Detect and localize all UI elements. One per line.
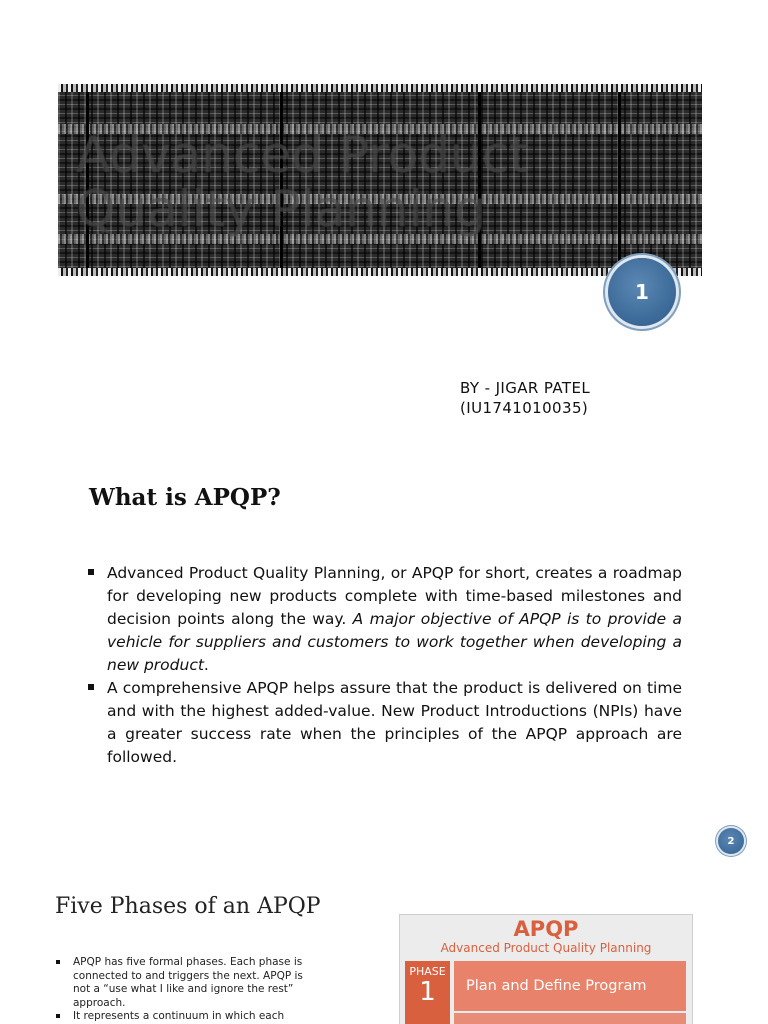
author-name: BY - JIGAR PATEL (460, 379, 591, 397)
bullet-list (88, 562, 682, 769)
next-phase-bar (454, 1013, 686, 1024)
slide-title-line-2: Quality Planning (76, 180, 486, 238)
apqp-phase-graphic (399, 914, 693, 1024)
author-id: (IU1741010035) (460, 399, 589, 417)
bullet-text: A comprehensive APQP helps assure that the product is delivered on time and with the highest added-value. New Product Introductions (NPIs) have a greater success rate when the principles of the APQP approach are followed. (107, 679, 682, 766)
bullet-item (88, 677, 682, 769)
phase-number: 1 (419, 977, 436, 1007)
slide-1 (0, 0, 768, 460)
bullet-item (88, 562, 682, 677)
page-number-badge: 1 (608, 258, 676, 326)
slide-title-line-1: Advanced Product (76, 126, 529, 184)
slide-title: Five Phases of an APQP (55, 894, 321, 919)
banner-border-top (58, 84, 702, 92)
bullet-list (56, 956, 314, 1024)
bullet-item: It represents a continuum in which each (56, 1010, 314, 1024)
phase-name-bar (454, 961, 686, 1011)
bullet-end-punct: . (203, 656, 209, 674)
graphic-subtitle: Advanced Product Quality Planning (440, 941, 652, 955)
bullet-italic-text: A major objective of APQP is to provide a vehicle for suppliers and customers to work together when developing a new product (107, 610, 682, 674)
page-number-badge: 2 (718, 828, 744, 854)
bullet-item: APQP has five formal phases. Each phase is connected to and triggers the next. APQP is not a “use what I like and ignore the rest” approach. (56, 956, 314, 1010)
author-block (460, 378, 590, 418)
graphic-title: APQP (513, 917, 579, 941)
banner-border-bottom (58, 268, 702, 276)
phase-name: Plan and Define Program (466, 978, 647, 994)
bullet-text: Advanced Product Quality Planning, or APQP for short, creates a roadmap for developing new products complete with time-based milestones and decision points along the way. (107, 564, 682, 628)
slide-3 (0, 870, 768, 1024)
slide-2 (0, 460, 768, 870)
slide-title (76, 128, 676, 236)
phase-number-box (405, 961, 450, 1024)
phase-label: PHASE (409, 965, 446, 978)
slide-title: What is APQP? (89, 484, 281, 511)
